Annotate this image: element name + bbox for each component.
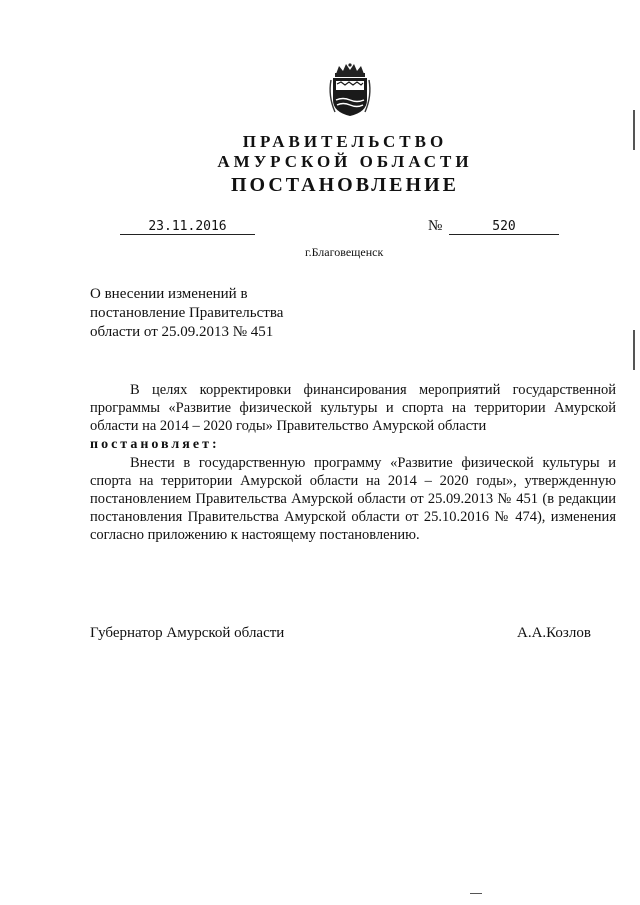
scan-artifact xyxy=(470,893,482,894)
scan-artifact xyxy=(633,110,635,150)
government-title: ПРАВИТЕЛЬСТВО xyxy=(242,132,448,151)
document-subject xyxy=(90,285,350,342)
scan-artifact xyxy=(633,330,635,370)
decree-keyword: постановляет: xyxy=(90,437,220,452)
intro-paragraph: В целях корректировки финансирования мероприятий государственной программы «Развитие физической культуры и спорта на территории Амурской области на 2014 – 2020 годы» Правительство Амурской области xyxy=(90,382,616,434)
subject-line: О внесении изменений в xyxy=(90,286,248,302)
city-name: г.Благовещенск xyxy=(305,245,384,259)
document-number: 520 xyxy=(449,219,559,235)
signatory-name: А.А.Козлов xyxy=(517,625,591,641)
number-label: № xyxy=(428,218,443,234)
coat-of-arms-icon xyxy=(327,62,373,118)
signatory-role: Губернатор Амурской области xyxy=(90,625,285,641)
subject-line: постановление Правительства xyxy=(90,305,284,321)
document-date: 23.11.2016 xyxy=(120,219,255,235)
decree-item-paragraph: Внести в государственную программу «Развитие физической культуры и спорта на территории Амурской области на 2014 – 2020 годы», утвержденную постановлением Правительства Амурской области от 25.09.2013 № 451 (в редакции постановления Правительства Амурской области от 25.10.2016 № 474), изменения согласно приложению к настоящему постановлению. xyxy=(90,455,616,543)
subject-line: области от 25.09.2013 № 451 xyxy=(90,324,274,340)
region-title: АМУРСКОЙ ОБЛАСТИ xyxy=(217,152,473,171)
document-type-title: ПОСТАНОВЛЕНИЕ xyxy=(231,174,459,196)
